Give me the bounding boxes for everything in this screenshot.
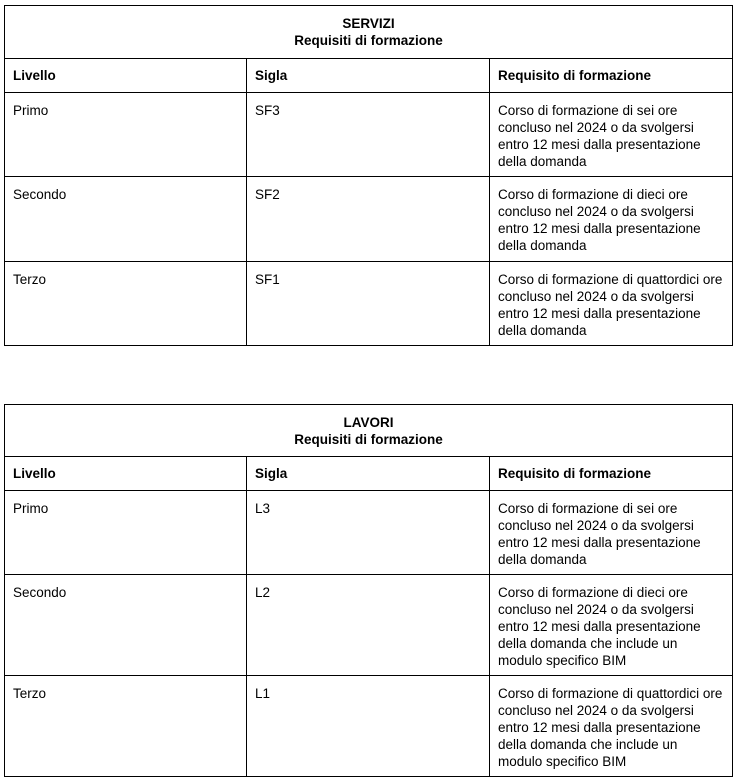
cell-sigla: SF2 [247, 177, 490, 262]
header-requisito: Requisito di formazione [490, 59, 733, 93]
lavori-table [4, 404, 733, 777]
table-row [5, 262, 733, 346]
header-sigla: Sigla [247, 457, 490, 491]
table-row [5, 93, 733, 177]
cell-livello: Terzo [5, 676, 247, 777]
cell-requisito: Corso di formazione di dieci ore concluso nel 2024 o da svolgersi entro 12 mesi dalla presentazione della domanda [490, 177, 733, 262]
cell-sigla: SF1 [247, 262, 490, 346]
table-title: LAVORI [343, 414, 394, 430]
cell-livello: Secondo [5, 177, 247, 262]
table-title-cell [5, 6, 733, 59]
table-row [5, 575, 733, 676]
cell-requisito: Corso di formazione di sei ore concluso nel 2024 o da svolgersi entro 12 mesi dalla presentazione della domanda [490, 491, 733, 575]
servizi-table [4, 5, 733, 346]
cell-requisito: Corso di formazione di dieci ore concluso nel 2024 o da svolgersi entro 12 mesi dalla presentazione della domanda che include un modulo specifico BIM [490, 575, 733, 676]
cell-sigla: L1 [247, 676, 490, 777]
header-livello: Livello [5, 457, 247, 491]
cell-livello: Secondo [5, 575, 247, 676]
cell-requisito: Corso di formazione di sei ore concluso nel 2024 o da svolgersi entro 12 mesi dalla presentazione della domanda [490, 93, 733, 177]
table-row [5, 491, 733, 575]
table-title-cell [5, 405, 733, 457]
header-requisito: Requisito di formazione [490, 457, 733, 491]
cell-livello: Primo [5, 93, 247, 177]
table-title: SERVIZI [342, 16, 395, 31]
cell-livello: Terzo [5, 262, 247, 346]
cell-requisito: Corso di formazione di quattordici ore concluso nel 2024 o da svolgersi entro 12 mesi dalla presentazione della domanda [490, 262, 733, 346]
table-subtitle: Requisiti di formazione [294, 431, 443, 447]
cell-sigla: L2 [247, 575, 490, 676]
header-sigla: Sigla [247, 59, 490, 93]
table-subtitle: Requisiti di formazione [294, 33, 443, 48]
cell-livello: Primo [5, 491, 247, 575]
table-row [5, 177, 733, 262]
cell-sigla: L3 [247, 491, 490, 575]
cell-sigla: SF3 [247, 93, 490, 177]
cell-requisito: Corso di formazione di quattordici ore concluso nel 2024 o da svolgersi entro 12 mesi dalla presentazione della domanda che include un modulo specifico BIM [490, 676, 733, 777]
table-row [5, 676, 733, 777]
header-livello: Livello [5, 59, 247, 93]
